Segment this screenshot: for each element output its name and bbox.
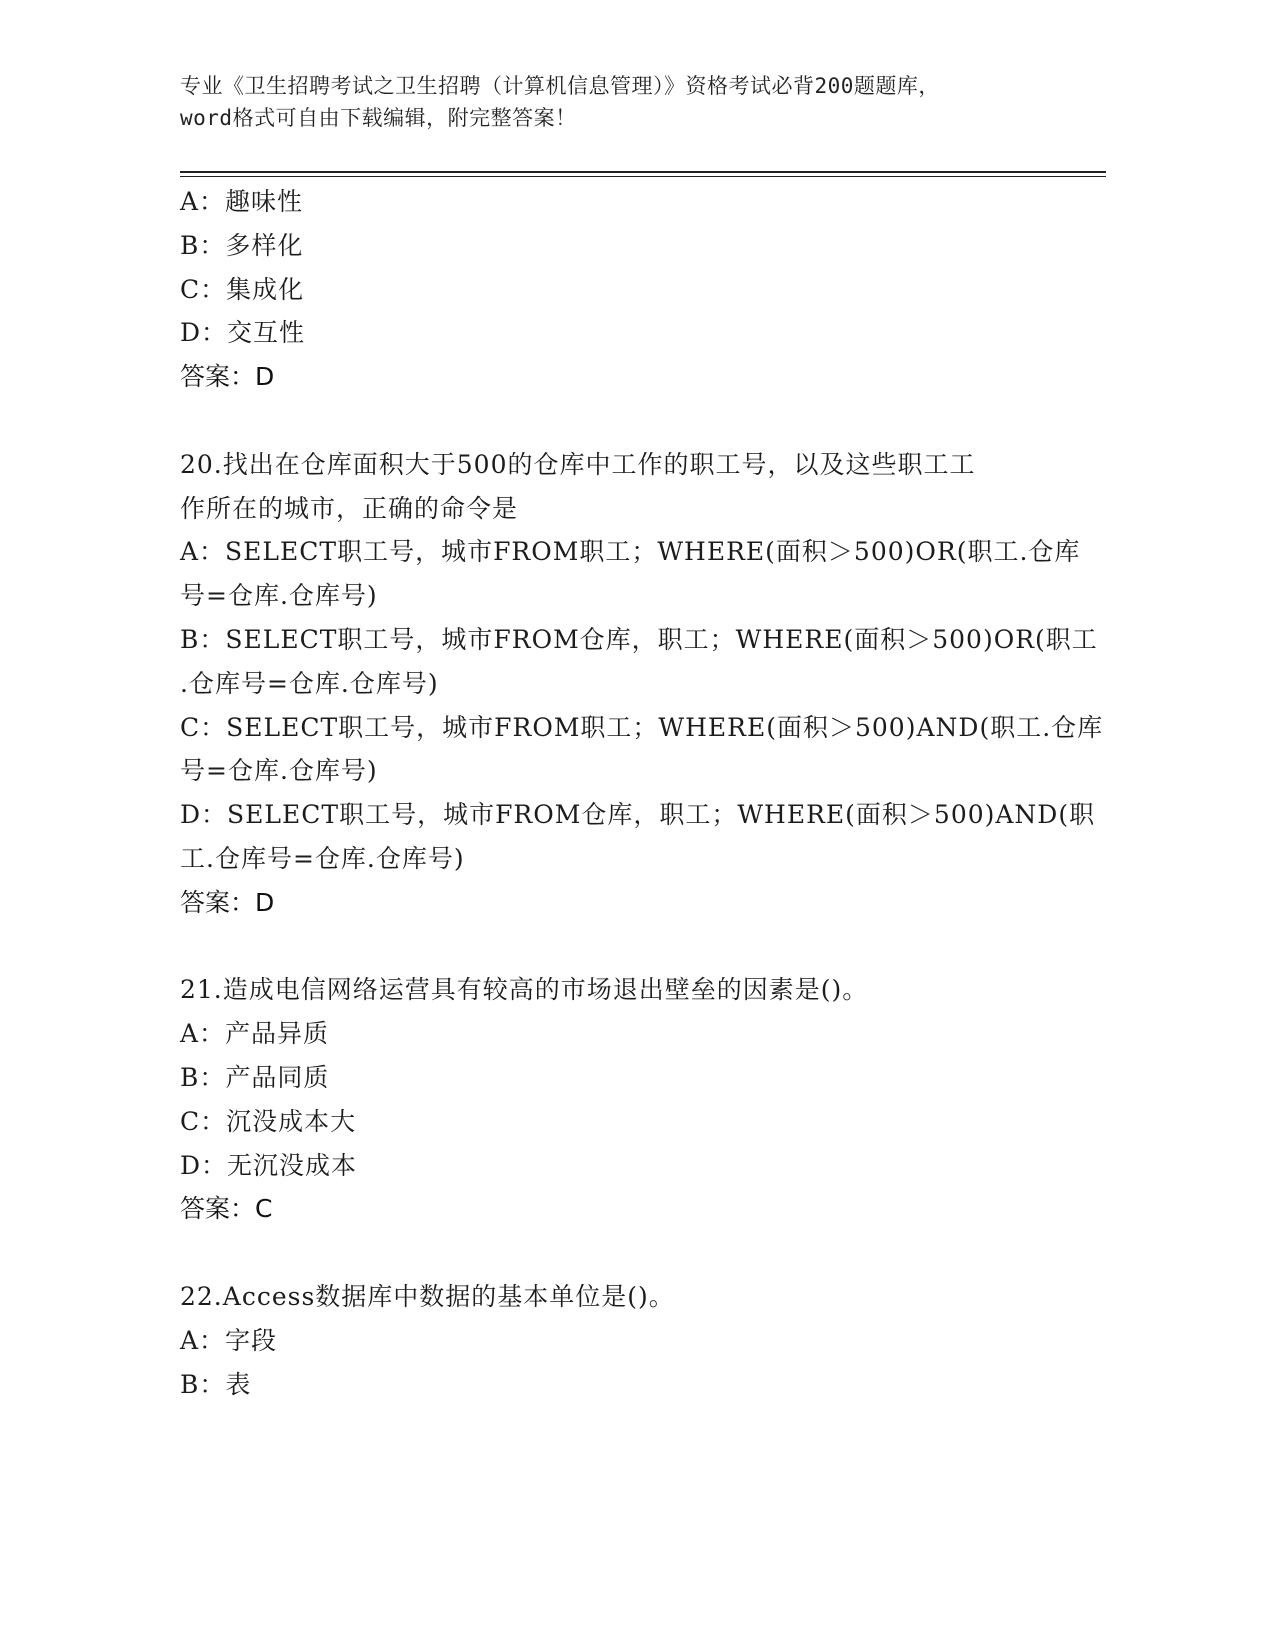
question-20	[180, 443, 1104, 925]
option-a: A：字段	[180, 1325, 278, 1355]
question-22	[180, 1275, 1060, 1406]
header-divider-thin	[180, 176, 1106, 177]
option-b-continued: .仓库号=仓库.仓库号)	[180, 668, 439, 698]
answer: 答案：D	[180, 887, 275, 917]
question-stem: 22.Access数据库中数据的基本单位是()。	[180, 1281, 675, 1311]
spacer	[180, 1231, 1060, 1275]
option-c-continued: 号=仓库.仓库号)	[180, 756, 378, 786]
option-c: C：集成化	[180, 274, 305, 304]
question-list	[180, 180, 1104, 1406]
question-stem-line-2: 作所在的城市，正确的命令是	[180, 493, 519, 523]
option-d: D：无沉没成本	[180, 1150, 358, 1180]
option-a-continued: 号=仓库.仓库号)	[180, 581, 378, 611]
option-c: C：SELECT职工号，城市FROM职工；WHERE(面积＞500)AND(职工.仓库	[180, 712, 1104, 742]
option-b: B：产品同质	[180, 1062, 330, 1092]
question-21	[180, 968, 1060, 1231]
option-d: D：交互性	[180, 318, 306, 348]
spacer	[180, 925, 1060, 969]
option-c: C：沉没成本大	[180, 1106, 357, 1136]
option-b: B：表	[180, 1369, 252, 1399]
answer: 答案：D	[180, 362, 275, 392]
option-a: A：SELECT职工号，城市FROM职工；WHERE(面积＞500)OR(职工.仓库	[180, 537, 1081, 567]
header-line-1: 专业《卫生招聘考试之卫生招聘（计算机信息管理）》资格考试必背200题题库，	[180, 74, 940, 98]
question-19	[180, 180, 1060, 399]
answer: 答案：C	[180, 1194, 273, 1224]
question-stem: 21.造成电信网络运营具有较高的市场退出壁垒的因素是()。	[180, 975, 869, 1005]
header-line-2: word格式可自由下载编辑，附完整答案！	[180, 106, 577, 130]
option-d: D：SELECT职工号，城市FROM仓库，职工；WHERE(面积＞500)AND(职	[180, 800, 1096, 830]
option-a: A：趣味性	[180, 187, 304, 216]
spacer	[180, 399, 1060, 443]
option-a: A：产品异质	[180, 1019, 330, 1049]
option-b: B：SELECT职工号，城市FROM仓库，职工；WHERE(面积＞500)OR(职工	[180, 624, 1098, 654]
option-d-continued: 工.仓库号=仓库.仓库号)	[180, 843, 465, 873]
question-stem-line-1: 20.找出在仓库面积大于500的仓库中工作的职工号，以及这些职工工	[180, 449, 976, 479]
document-header	[180, 70, 1040, 134]
option-b: B：多样化	[180, 230, 304, 260]
header-divider-thick	[180, 171, 1106, 173]
